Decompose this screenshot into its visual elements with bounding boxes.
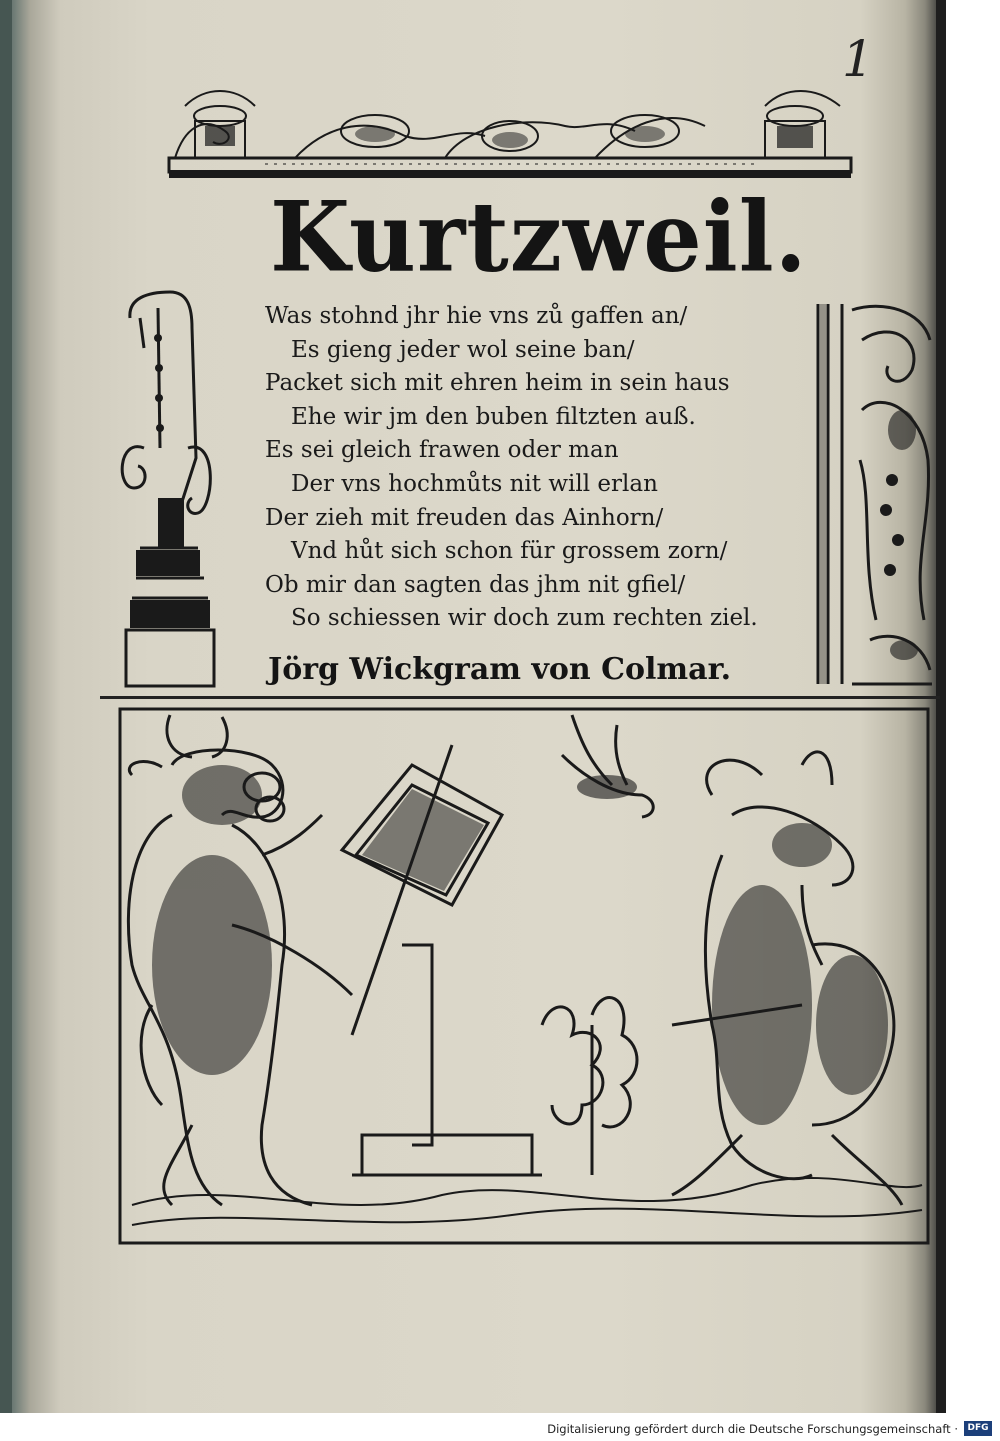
dfg-logo[interactable]: DFG bbox=[964, 1421, 992, 1436]
book-spine-edge bbox=[0, 0, 12, 1413]
goat-shading bbox=[712, 823, 888, 1125]
footer-credit: Digitalisierung gefördert durch die Deutsche Forschungsgemeinschaft · bbox=[547, 1422, 958, 1436]
poem-verse: Der zieh mit freuden das Ainhorn/ bbox=[265, 504, 664, 531]
ox-shading bbox=[152, 765, 272, 1075]
page-heading: Kurtzweil. bbox=[270, 180, 808, 294]
bird-figure bbox=[562, 715, 653, 817]
poem-verse: Was stohnd jhr hie vns zů gaffen an/ bbox=[265, 303, 688, 329]
right-border-ornament bbox=[812, 300, 934, 690]
poem-verse: Packet sich mit ehren heim in sein haus bbox=[265, 370, 730, 397]
poem-block bbox=[265, 300, 805, 636]
poem-verse: Ehe wir jm den buben filtzten auß. bbox=[291, 403, 696, 430]
poem-verse: Es gieng jeder wol seine ban/ bbox=[291, 336, 635, 363]
poem-verse: Vnd hůt sich schon für grossem zorn/ bbox=[291, 538, 728, 565]
poem-verse: Ob mir dan sagten das jhm nit gfiel/ bbox=[265, 571, 686, 598]
footer-bar bbox=[0, 1419, 1000, 1441]
left-pillar-ornament bbox=[118, 288, 222, 690]
author-signature: Jörg Wickgram von Colmar. bbox=[268, 652, 732, 687]
poem-verse: Es sei gleich frawen oder man bbox=[265, 437, 619, 464]
top-ornament-woodcut bbox=[165, 86, 855, 182]
poem-verse: So schiessen wir doch zum rechten ziel. bbox=[291, 605, 758, 632]
page-number: 1 bbox=[842, 30, 874, 88]
scan-right-edge bbox=[936, 0, 946, 1413]
bush bbox=[542, 998, 637, 1175]
poem-verse: Der vns hochmůts nit will erlan bbox=[291, 470, 658, 497]
section-divider bbox=[100, 696, 940, 699]
woodcut-illustration bbox=[112, 705, 932, 1250]
